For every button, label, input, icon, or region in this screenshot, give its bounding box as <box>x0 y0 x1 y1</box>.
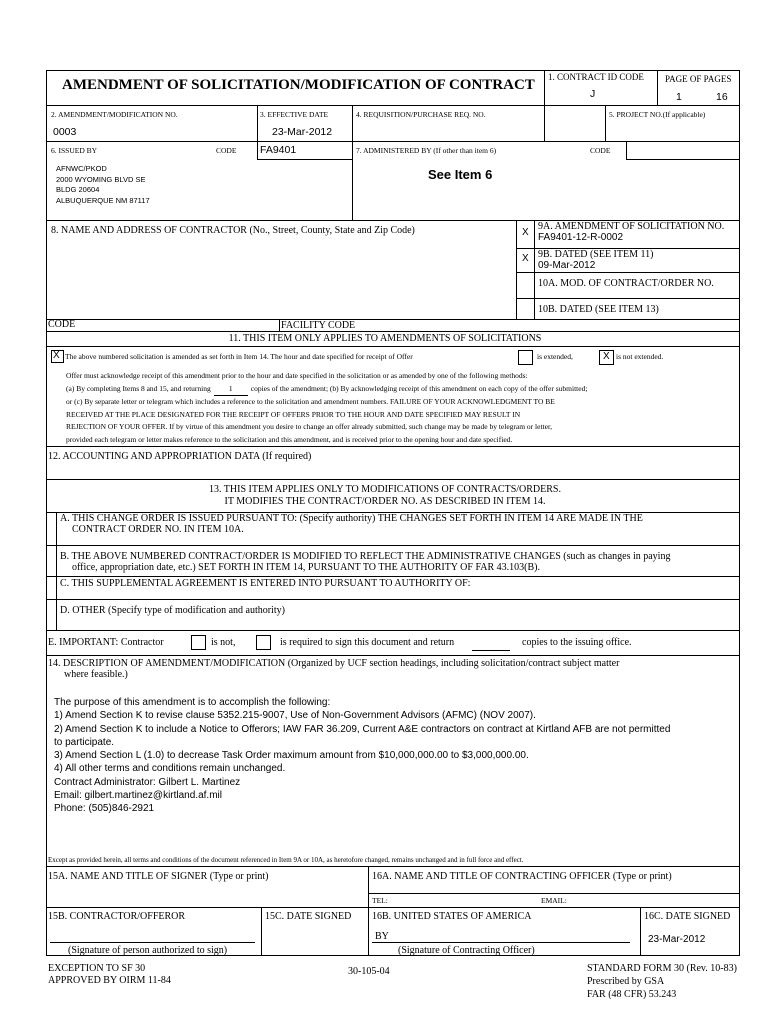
administered-by-value: See Item 6 <box>428 167 493 182</box>
contractor-signature-line[interactable] <box>50 942 255 943</box>
description-body: The purpose of this amendment is to accomplish the following: 1) Amend Section K to revise clause 5352.215-9007, Use of Non-Government Advisors (AFMC) (NOV 2007). 2) Amend Section K to include a Notice to Offerors; IAW FAR 36.209, Current A&E contractors on contract at Kirtland AFB are not permitted to participate. 3) Amend Section L (1.0) to decrease Task Order maximum amount from $10,000,000.00 to $3,000,000.00. 4) All other terms and conditions remain unchanged. Contract Administrator: Gilbert L. Martinez Email: gilbert.martinez@kirtland.af.mil Phone: (505)846-2921 <box>54 697 671 815</box>
date-signed-15c-label: 15C. DATE SIGNED <box>265 911 352 922</box>
exception-label: EXCEPTION TO SF 30 <box>48 963 146 974</box>
extended-checkbox[interactable] <box>518 350 533 365</box>
description-label-2: where feasible.) <box>64 669 128 680</box>
not-extended-label: is not extended. <box>616 352 664 361</box>
page-number: 1 <box>676 91 682 103</box>
contract-id-label: 1. CONTRACT ID CODE <box>548 72 644 82</box>
item11-checkbox[interactable]: X <box>51 350 64 363</box>
administered-by-label: 7. ADMINISTERED BY (If other than item 6) <box>356 146 497 155</box>
item13-b-line1: B. THE ABOVE NUMBERED CONTRACT/ORDER IS MODIFIED TO REFLECT THE ADMINISTRATIVE CHANGES (such as changes in paying <box>60 551 671 562</box>
approved-label: APPROVED BY OIRM 11-84 <box>48 975 171 986</box>
effective-date-label: 3. EFFECTIVE DATE <box>260 110 329 119</box>
contractor-offeror-label: 15B. CONTRACTOR/OFFEROR <box>48 911 186 922</box>
item11-instructions: Offer must acknowledge receipt of this amendment prior to the hour and date specified in the solicitation or as amended by one of the following methods: (a) By completing Items 8 and 15, and returning 1 copies of the amendment; (b) By acknowledging receipt of this amendment on each copy of the offer submitted; or (c) By separate letter or telegram which includes a reference to the solicitation and amendment numbers. FAILURE OF YOUR ACKNOWLEDGMENT TO BE RECEIVED AT THE PLACE DESIGNATED FOR THE RECEIPT OF OFFERS PRIOR TO THE HOUR AND DATE SPECIFIED MAY RESULT IN REJECTION OF YOUR OFFER. If by virtue of this amendment you desire to change an offer already submitted, such change may be made by telegram or letter, provided each telegram or letter makes reference to the solicitation and this amendment, and is received prior to the opening hour and date specified. <box>66 371 588 444</box>
item11-title: 11. THIS ITEM ONLY APPLIES TO AMENDMENTS OF SOLICITATIONS <box>228 333 542 344</box>
form-number: 30-105-04 <box>348 966 390 977</box>
contractor-name-label: 8. NAME AND ADDRESS OF CONTRACTOR (No., Street, County, State and Zip Code) <box>51 225 415 236</box>
item11-text: The above numbered solicitation is amended as set forth in Item 14. The hour and date specified for receipt of Offer <box>65 352 413 361</box>
item13-title-2: IT MODIFIES THE CONTRACT/ORDER NO. AS DESCRIBED IN ITEM 14. <box>224 496 546 507</box>
dated-10b-label: 10B. DATED (SEE ITEM 13) <box>538 304 659 315</box>
prescribed-label: Prescribed by GSA <box>587 976 665 987</box>
officer-signature-caption: (Signature of Contracting Officer) <box>398 945 535 956</box>
standard-form-label: STANDARD FORM 30 (Rev. 10-83) <box>587 963 737 974</box>
date-signed-16c-label: 16C. DATE SIGNED <box>644 911 731 922</box>
is-not-checkbox[interactable] <box>191 635 206 650</box>
date-signed-16c-value: 23-Mar-2012 <box>648 934 706 945</box>
page-of-pages-label: PAGE OF PAGES <box>665 74 732 84</box>
copies-return-label: copies to the issuing office. <box>522 637 632 648</box>
item13-a-line1: A. THIS CHANGE ORDER IS ISSUED PURSUANT TO: (Specify authority) THE CHANGES SET FORTH IN ITEM 14 ARE MADE IN THE <box>60 513 643 524</box>
is-not-label: is not, <box>211 637 236 648</box>
facility-code-label: FACILITY CODE <box>281 320 356 331</box>
issued-by-label: 6. ISSUED BY <box>51 146 98 155</box>
is-required-checkbox[interactable] <box>256 635 271 650</box>
contract-id-value: J <box>590 88 596 100</box>
effective-date-value: 23-Mar-2012 <box>272 126 333 138</box>
not-extended-checkbox[interactable]: X <box>599 350 614 365</box>
item13-a-line2: CONTRACT ORDER NO. IN ITEM 10A. <box>72 524 244 535</box>
code-label: CODE <box>48 319 76 330</box>
issued-by-code-value: FA9401 <box>260 144 297 156</box>
accounting-label: 12. ACCOUNTING AND APPROPRIATION DATA (If required) <box>48 451 312 462</box>
unchanged-notice: Except as provided herein, all terms and conditions of the document referenced in Item 9A or 10A, as heretofore changed, remains unchanged and in full force and effect. <box>48 856 524 864</box>
far-label: FAR (48 CFR) 53.243 <box>587 989 677 1000</box>
mod-10a-label: 10A. MOD. OF CONTRACT/ORDER NO. <box>538 278 714 289</box>
issued-by-address: AFNWC/PKOD 2000 WYOMING BLVD SE BLDG 20604 ALBUQUERQUE NM 87117 <box>56 164 150 205</box>
amendment-no-label: 2. AMENDMENT/MODIFICATION NO. <box>51 110 178 119</box>
by-label: BY <box>375 931 389 942</box>
signer-name-label: 15A. NAME AND TITLE OF SIGNER (Type or print) <box>48 871 269 882</box>
amendment-9a-value: FA9401-12-R-0002 <box>538 232 624 243</box>
dated-9b-label: 9B. DATED (SEE ITEM 11) <box>538 249 654 260</box>
requisition-label: 4. REQUISITION/PURCHASE REQ. NO. <box>356 110 486 119</box>
page-total: 16 <box>716 91 728 103</box>
dated-9b-value: 09-Mar-2012 <box>538 260 596 271</box>
administered-by-code-label: CODE <box>590 146 611 155</box>
form-title: AMENDMENT OF SOLICITATION/MODIFICATION OF CONTRACT <box>62 77 535 93</box>
dated-9b-mark: X <box>522 253 529 264</box>
amendment-9a-label: 9A. AMENDMENT OF SOLICITATION NO. <box>538 221 725 232</box>
contractor-signature-caption: (Signature of person authorized to sign) <box>68 945 228 956</box>
description-label-1: 14. DESCRIPTION OF AMENDMENT/MODIFICATION (Organized by UCF section headings, including solicitation/contract subject matter <box>48 658 620 669</box>
amendment-no-value: 0003 <box>53 126 77 138</box>
project-no-label: 5. PROJECT NO.(If applicable) <box>609 110 706 119</box>
officer-signature-line[interactable] <box>372 942 630 943</box>
contracting-officer-label: 16A. NAME AND TITLE OF CONTRACTING OFFICER (Type or print) <box>372 871 672 882</box>
item13-d: D. OTHER (Specify type of modification and authority) <box>60 605 285 616</box>
extended-label: is extended, <box>537 352 573 361</box>
item13-b-line2: office, appropriation date, etc.) SET FORTH IN ITEM 14, PURSUANT TO THE AUTHORITY OF FAR 43.103(B). <box>72 562 540 573</box>
usa-label: 16B. UNITED STATES OF AMERICA <box>372 911 532 922</box>
tel-label: TEL: <box>372 896 388 905</box>
item13-c: C. THIS SUPPLEMENTAL AGREEMENT IS ENTERED INTO PURSUANT TO AUTHORITY OF: <box>60 578 471 589</box>
item13-title-1: 13. THIS ITEM APPLIES ONLY TO MODIFICATIONS OF CONTRACTS/ORDERS. <box>208 484 561 495</box>
amendment-9a-mark: X <box>522 227 529 238</box>
is-required-label: is required to sign this document and return <box>280 637 455 648</box>
copies-field[interactable]: 1 <box>214 383 248 397</box>
email-label: EMAIL: <box>541 896 567 905</box>
copies-return-field[interactable] <box>472 650 510 651</box>
issued-by-code-label: CODE <box>216 146 237 155</box>
important-label: E. IMPORTANT: Contractor <box>48 637 164 648</box>
